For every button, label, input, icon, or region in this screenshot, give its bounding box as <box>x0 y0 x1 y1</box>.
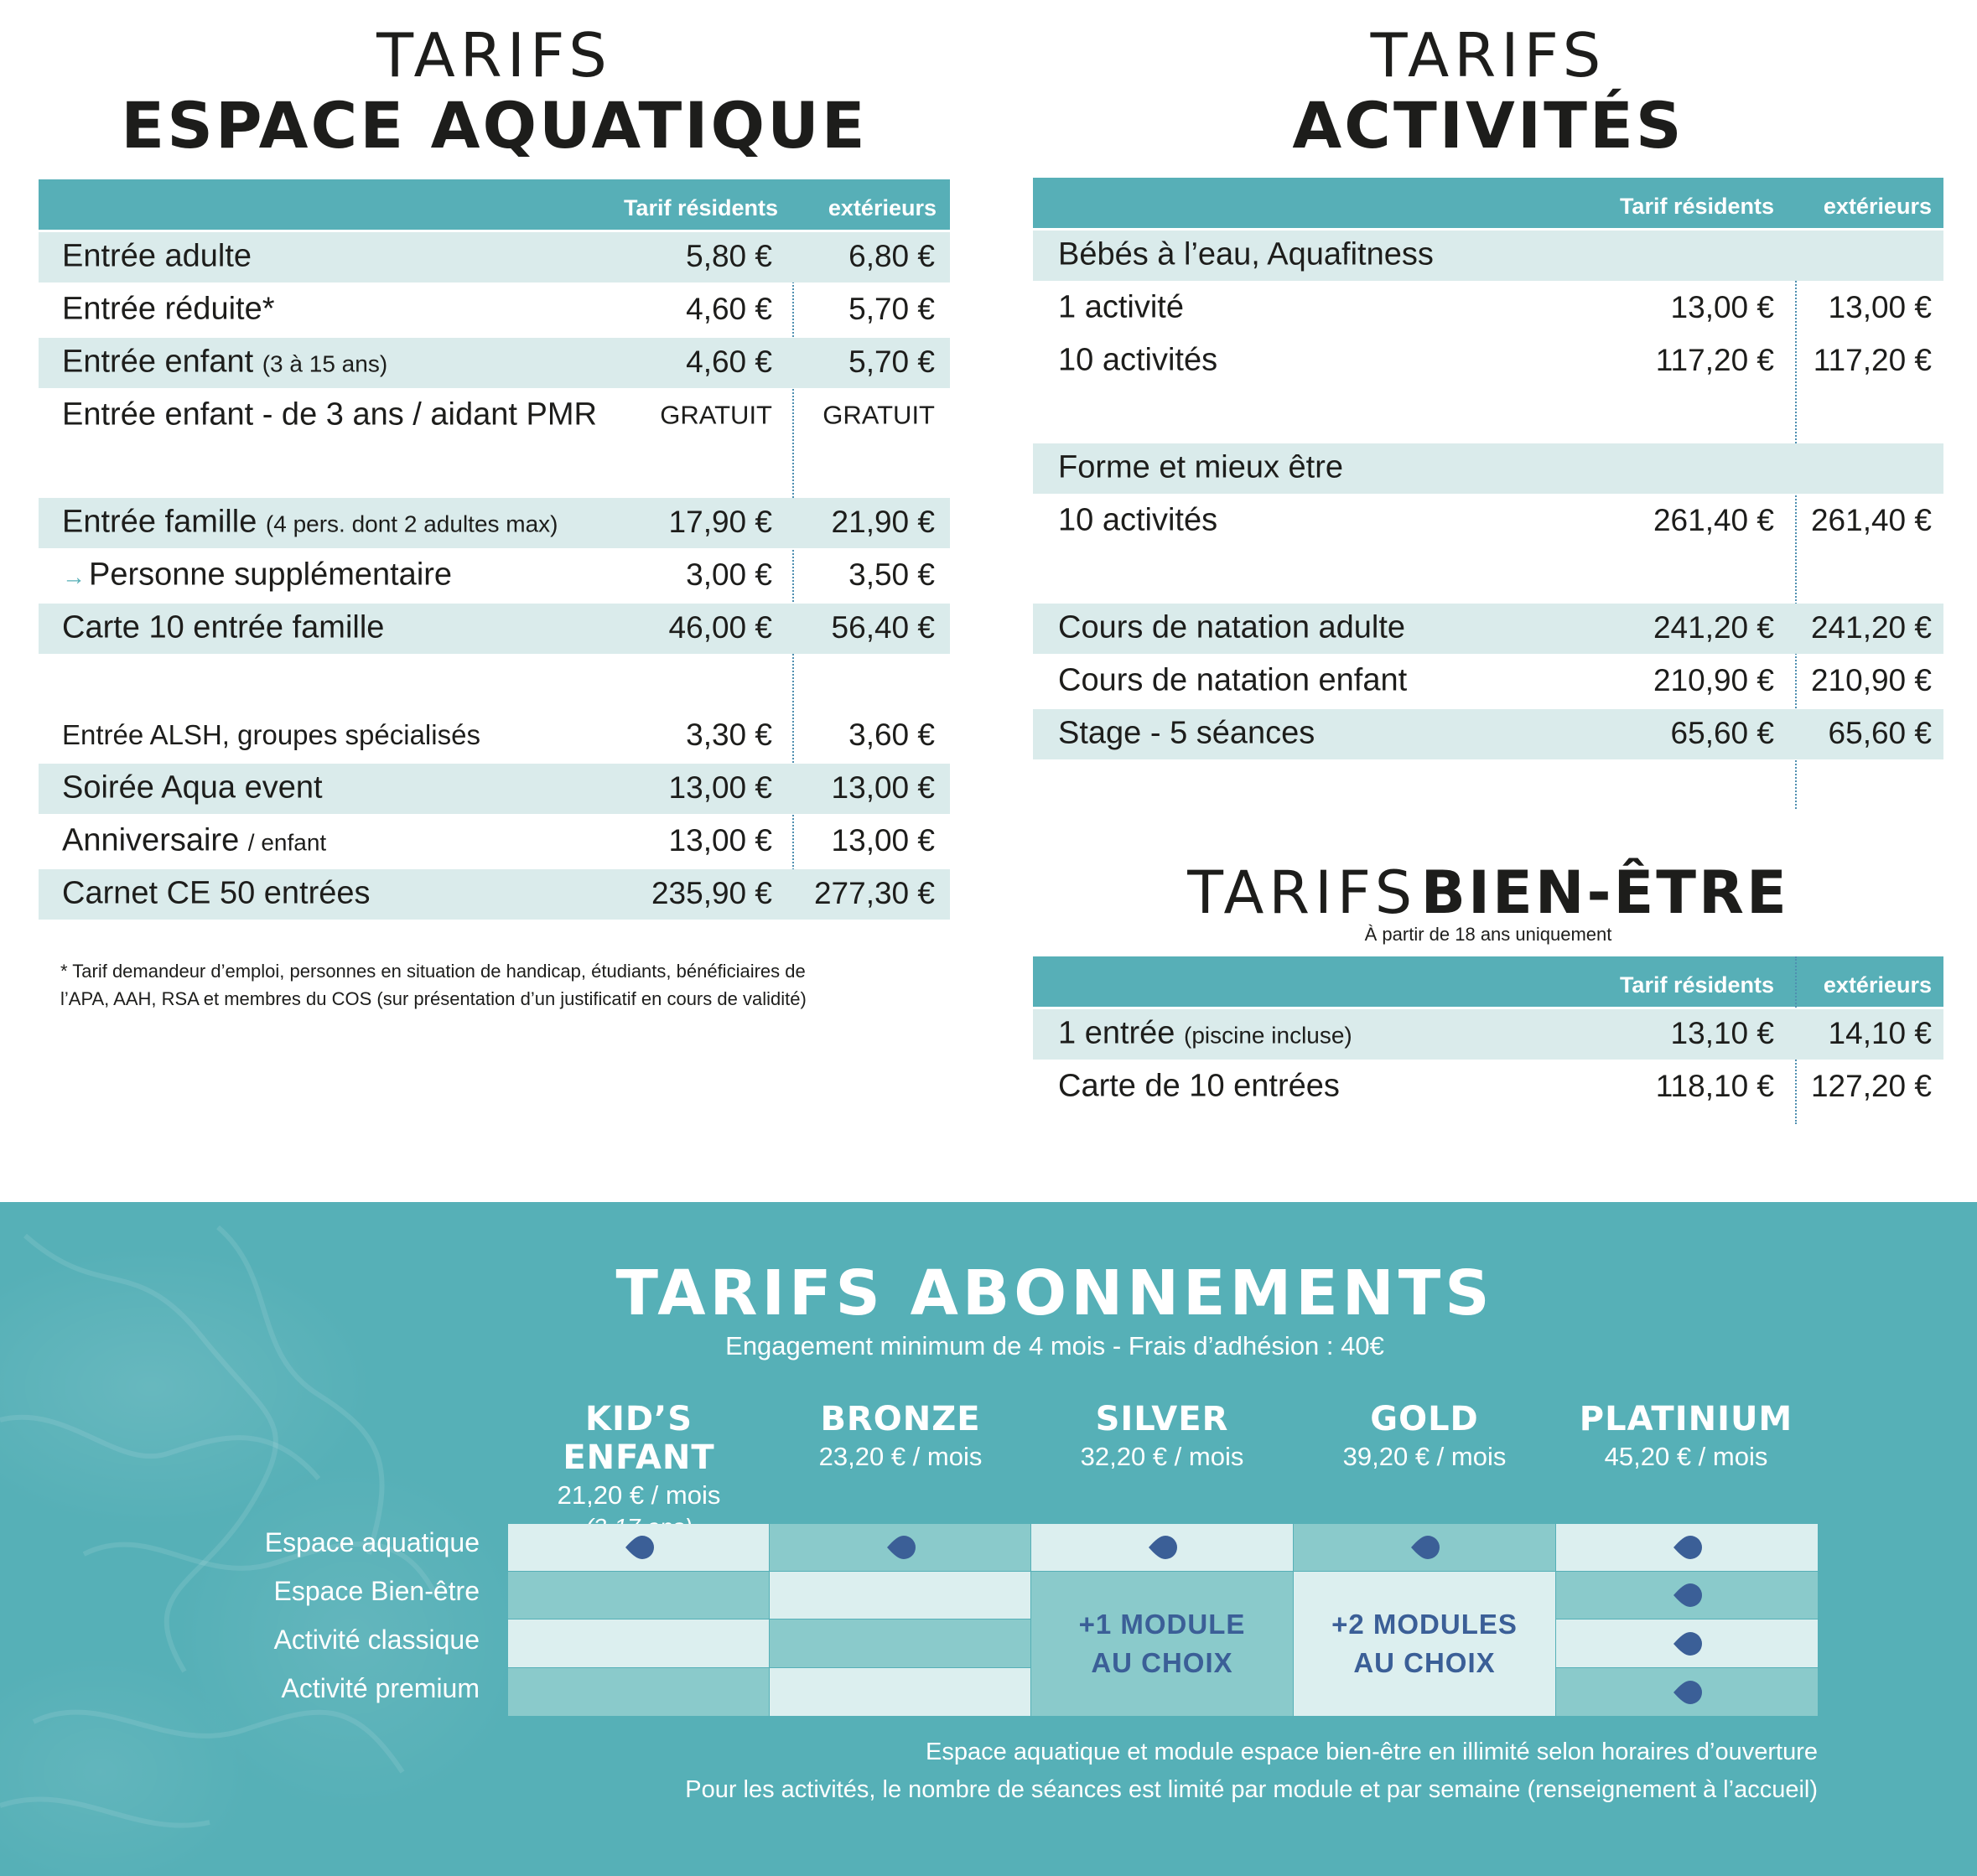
table-row <box>39 816 950 867</box>
row-label: Stage - 5 séances <box>1058 715 1315 751</box>
price-residents: 65,60 € <box>1670 716 1774 751</box>
tier-name: PLATINIUM <box>1579 1400 1793 1438</box>
row-label-text: Personne supplémentaire <box>89 557 453 593</box>
table-row <box>39 338 950 388</box>
features-grid <box>508 1524 1818 1717</box>
row-note: (piscine incluse) <box>1184 1022 1352 1049</box>
tier-name: GOLD <box>1370 1400 1479 1438</box>
row-label <box>62 345 387 381</box>
aquatique-title-light: TARIFS <box>376 20 612 91</box>
grid-cell <box>1556 1572 1818 1619</box>
tier-name: BRONZE <box>820 1400 981 1438</box>
tier-bronze <box>770 1400 1031 1472</box>
price-exterieurs: 13,00 € <box>831 823 935 858</box>
table-row <box>39 498 950 548</box>
table-header <box>39 179 950 230</box>
price-exterieurs: 210,90 € <box>1810 663 1932 698</box>
water-drop-icon <box>1672 1583 1702 1608</box>
col-header-residents: Tarif résidents <box>1619 194 1774 219</box>
price-exterieurs: 5,70 € <box>848 345 935 380</box>
row-label <box>62 823 326 859</box>
bien-etre-table <box>1033 956 1943 1112</box>
grid-cell <box>508 1572 769 1619</box>
price-exterieurs: 117,20 € <box>1813 343 1932 378</box>
price-residents: 4,60 € <box>686 292 772 327</box>
price-exterieurs: 3,60 € <box>848 718 935 753</box>
tier-price: 39,20 € / mois <box>1342 1442 1507 1471</box>
tier-kids <box>508 1400 770 1541</box>
table-row <box>39 391 950 441</box>
price-exterieurs: 277,30 € <box>813 876 935 911</box>
price-residents: 46,00 € <box>668 610 772 645</box>
grid-cell <box>1556 1668 1818 1716</box>
row-label: 10 activités <box>1058 342 1218 378</box>
table-row <box>39 232 950 282</box>
row-label <box>1058 1016 1352 1052</box>
price-residents: 261,40 € <box>1653 503 1774 538</box>
activites-table <box>1033 178 1943 759</box>
table-row <box>1033 496 1943 547</box>
table-row <box>1033 709 1943 759</box>
table-row <box>1033 604 1943 654</box>
feature-label: Activité classique <box>273 1625 480 1655</box>
tier-name: KID’S ENFANT <box>563 1400 715 1477</box>
water-drop-icon <box>624 1535 654 1560</box>
table-header <box>1033 178 1943 228</box>
col-header-exterieurs: extérieurs <box>828 195 937 220</box>
spacer-row <box>1033 549 1943 601</box>
row-label-text: Anniversaire <box>62 822 240 858</box>
spacer-row <box>39 656 950 708</box>
tier-price: 23,20 € / mois <box>818 1442 983 1471</box>
table-row <box>1033 1062 1943 1112</box>
feature-label: Espace aquatique <box>264 1527 480 1557</box>
grid-cell <box>1556 1619 1818 1667</box>
grid-cell <box>770 1524 1030 1571</box>
spacer-row <box>1033 389 1943 441</box>
table-row <box>39 285 950 335</box>
feature-label: Activité premium <box>281 1673 480 1703</box>
module-line-1: +2 MODULES <box>1331 1609 1518 1640</box>
row-label: Entrée adulte <box>62 238 252 274</box>
arrow-right-icon: → <box>62 563 86 590</box>
price-exterieurs: 13,00 € <box>831 770 935 806</box>
row-label: Soirée Aqua event <box>62 770 323 806</box>
price-exterieurs: 6,80 € <box>848 239 935 274</box>
aquatique-title <box>39 20 950 163</box>
silver-module-cell <box>1031 1572 1293 1716</box>
grid-cell <box>1556 1524 1818 1571</box>
group-label: Forme et mieux être <box>1058 449 1343 485</box>
price-exterieurs: 241,20 € <box>1810 610 1932 645</box>
table-row <box>39 551 950 601</box>
grid-cell <box>770 1619 1030 1667</box>
price-residents: 13,00 € <box>1670 290 1774 325</box>
activites-title <box>1033 20 1943 163</box>
row-label-text: 1 entrée <box>1058 1015 1175 1051</box>
price-residents: 210,90 € <box>1653 663 1774 698</box>
abonnements-notes <box>476 1733 1818 1809</box>
price-residents: GRATUIT <box>660 400 772 430</box>
note-line-1: Espace aquatique et module espace bien-être en illimité selon horaires d’ouverture <box>926 1739 1818 1765</box>
row-note: / enfant <box>247 829 327 856</box>
row-label <box>62 557 452 593</box>
footnote-line-1: * Tarif demandeur d’emploi, personnes en situation de handicap, étudiants, bénéficiaires de <box>60 961 806 982</box>
row-label-text: Entrée famille <box>62 504 257 540</box>
price-exterieurs: 5,70 € <box>848 292 935 327</box>
price-exterieurs: 3,50 € <box>848 557 935 593</box>
price-residents: 13,10 € <box>1670 1016 1774 1051</box>
row-label: 10 activités <box>1058 502 1218 538</box>
tier-price: 32,20 € / mois <box>1080 1442 1244 1471</box>
row-label: Cours de natation enfant <box>1058 662 1408 698</box>
price-exterieurs: 261,40 € <box>1810 503 1932 538</box>
grid-cell <box>508 1524 769 1571</box>
row-label: Carte de 10 entrées <box>1058 1068 1340 1104</box>
col-header-exterieurs: extérieurs <box>1823 972 1932 998</box>
table-row <box>39 604 950 654</box>
price-exterieurs: 14,10 € <box>1828 1016 1932 1051</box>
water-drop-icon <box>1672 1680 1702 1705</box>
table-row <box>39 711 950 761</box>
gold-module-text <box>1331 1605 1518 1682</box>
col-header-exterieurs: extérieurs <box>1823 194 1932 219</box>
grid-cell <box>770 1572 1030 1619</box>
price-exterieurs: 13,00 € <box>1828 290 1932 325</box>
abonnements-subtitle: Engagement minimum de 4 mois - Frais d’adhésion : 40€ <box>725 1331 1384 1360</box>
bien-etre-title-bold: BIEN-ÊTRE <box>1420 858 1789 927</box>
bien-etre-title-light: TARIFS <box>1187 858 1418 927</box>
price-exterieurs: 21,90 € <box>831 505 935 540</box>
aquatique-table <box>39 179 950 920</box>
group-label: Bébés à l’eau, Aquafitness <box>1058 236 1434 272</box>
footnote-line-2: l’APA, AAH, RSA et membres du COS (sur présentation d’un justificatif en cours de validité) <box>60 988 807 1009</box>
row-label-text: Entrée enfant <box>62 344 254 380</box>
tier-name: SILVER <box>1095 1400 1229 1438</box>
price-residents: 241,20 € <box>1653 610 1774 645</box>
tier-price: 45,20 € / mois <box>1604 1442 1768 1471</box>
table-row <box>1033 283 1943 334</box>
price-residents: 13,00 € <box>668 770 772 806</box>
table-row <box>1033 1009 1943 1060</box>
grid-cell <box>508 1668 769 1716</box>
water-drop-icon <box>1409 1535 1440 1560</box>
water-drop-icon <box>1147 1535 1177 1560</box>
table-row <box>1033 336 1943 386</box>
price-residents: 17,90 € <box>668 505 772 540</box>
gold-module-cell <box>1294 1572 1555 1716</box>
tier-price: 21,20 € / mois <box>557 1480 721 1510</box>
price-residents: 117,20 € <box>1655 343 1774 378</box>
price-residents: 3,30 € <box>686 718 772 753</box>
footnote <box>60 957 949 1013</box>
price-exterieurs: 65,60 € <box>1828 716 1932 751</box>
grid-cell <box>1294 1524 1555 1571</box>
bien-etre-title <box>1033 858 1943 946</box>
note-line-2: Pour les activités, le nombre de séances est limité par module et par semaine (renseignement à l’accueil) <box>685 1776 1818 1803</box>
grid-cell <box>1031 1524 1293 1571</box>
water-drop-icon <box>1672 1631 1702 1656</box>
row-label: Entrée enfant - de 3 ans / aidant PMR <box>62 396 597 433</box>
activites-title-bold: ACTIVITÉS <box>1292 88 1684 163</box>
row-note: (3 à 15 ans) <box>262 350 388 377</box>
table-group-header <box>1033 443 1943 494</box>
module-line-1: +1 MODULE <box>1078 1609 1246 1640</box>
price-residents: 4,60 € <box>686 345 772 380</box>
grid-cell <box>508 1619 769 1667</box>
water-drop-icon <box>1672 1535 1702 1560</box>
price-residents: 5,80 € <box>686 239 772 274</box>
row-note: (4 pers. dont 2 adultes max) <box>265 510 558 537</box>
table-header <box>1033 956 1943 1007</box>
table-group-header <box>1033 231 1943 281</box>
spacer-row <box>39 443 950 495</box>
row-label: Cours de natation adulte <box>1058 609 1406 645</box>
tier-platinium <box>1555 1400 1817 1472</box>
price-exterieurs: GRATUIT <box>822 400 935 430</box>
row-label: Entrée ALSH, groupes spécialisés <box>62 719 480 751</box>
water-drop-icon <box>885 1535 916 1560</box>
grid-cell <box>770 1668 1030 1716</box>
table-row <box>39 869 950 920</box>
price-exterieurs: 127,20 € <box>1810 1069 1932 1104</box>
feature-label: Espace Bien-être <box>273 1576 480 1606</box>
row-label: Entrée réduite* <box>62 291 275 327</box>
table-row <box>39 764 950 814</box>
abonnements-title: TARIFS ABONNEMENTS <box>615 1257 1494 1329</box>
price-residents: 118,10 € <box>1655 1069 1774 1104</box>
price-residents: 3,00 € <box>686 557 772 593</box>
col-header-residents: Tarif résidents <box>623 195 778 220</box>
col-header-residents: Tarif résidents <box>1619 972 1774 998</box>
tier-silver <box>1031 1400 1293 1472</box>
tier-gold <box>1294 1400 1555 1472</box>
activites-title-light: TARIFS <box>1370 20 1606 91</box>
row-label: Carnet CE 50 entrées <box>62 875 371 911</box>
silver-module-text <box>1079 1605 1246 1682</box>
table-row <box>1033 656 1943 707</box>
price-residents: 13,00 € <box>668 823 772 858</box>
row-label <box>62 505 558 541</box>
row-label: Carte 10 entrée famille <box>62 609 385 645</box>
aquatique-title-bold: ESPACE AQUATIQUE <box>121 88 868 163</box>
price-residents: 235,90 € <box>651 876 772 911</box>
row-label: 1 activité <box>1058 289 1184 325</box>
bien-etre-subtitle: À partir de 18 ans uniquement <box>1364 924 1612 945</box>
module-line-2: AU CHOIX <box>1353 1647 1496 1678</box>
price-exterieurs: 56,40 € <box>831 610 935 645</box>
module-line-2: AU CHOIX <box>1091 1647 1233 1678</box>
